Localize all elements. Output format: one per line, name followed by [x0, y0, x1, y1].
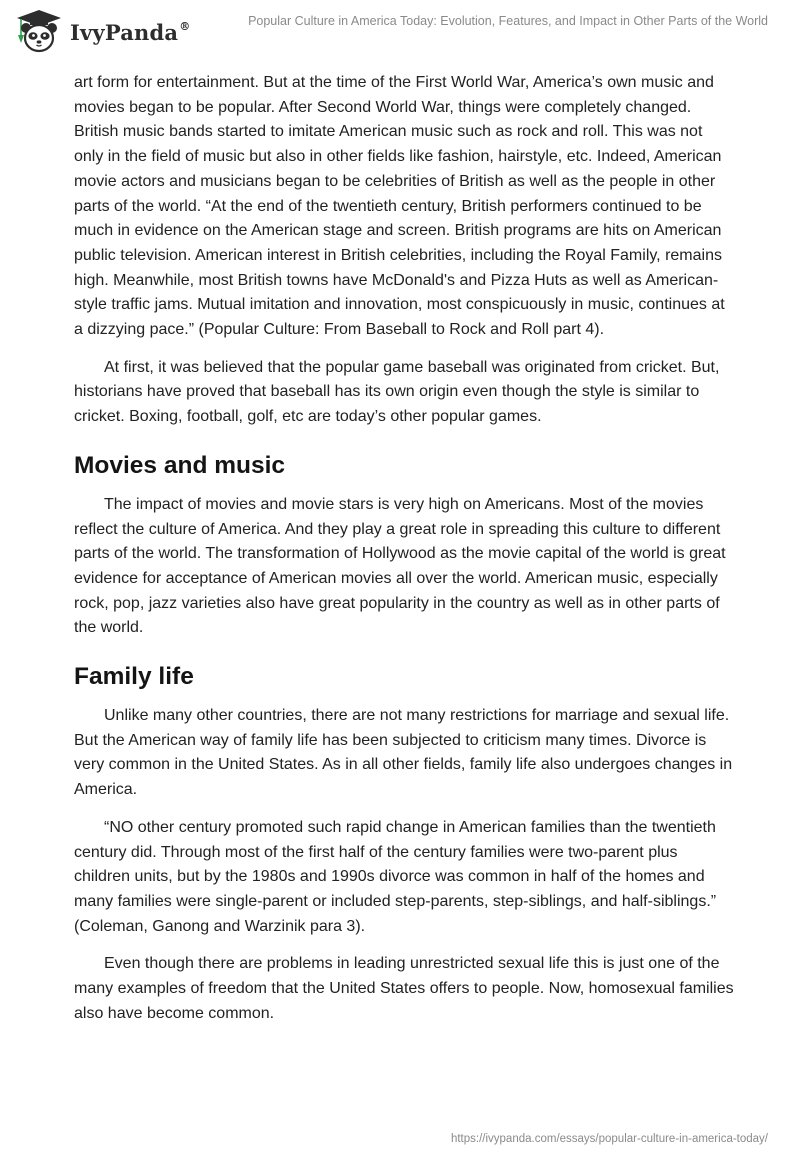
section-heading-family-life: Family life	[74, 663, 194, 691]
paragraph: At first, it was believed that the popular game baseball was originated from cricket. But, historians have proved that baseball has its own origin even though the style is similar to cricket. Boxing, football, golf, etc are today’s other popular games.	[74, 358, 720, 426]
section-heading-movies-and-music: Movies and music	[74, 451, 286, 479]
essay-body	[74, 71, 734, 1040]
paragraph: “NO other century promoted such rapid change in American families than the twentieth century did. Through most of the first half of the century families were two-parent plus children units, but by the 1980s and 1990s divorce was common in half of the homes and many families were single-parent or included step-parents, step-siblings, and half-siblings.” (Coleman, Ganong and Warzinik para 3).	[74, 818, 717, 935]
registered-mark: ®	[179, 19, 191, 33]
paragraph: Unlike many other countries, there are not many restrictions for marriage and sexual life. But the American way of family life has been subjected to criticism many times. Divorce is very common in the United States. As in all other fields, family life also undergoes changes in America.	[74, 707, 733, 799]
paragraph: art form for entertainment. But at the time of the First World War, America’s own music and movies began to be popular. After Second World War, things were completely changed. British music bands started to imitate American music such as rock and roll. This was not only in the field of music but also in other fields like fashion, hairstyle, etc. Indeed, American movie actors and musicians began to be celebrities of British as well as the people in other parts of the world. “At the end of the twentieth century, British performers continued to be much in evidence on the American stage and screen. British programs are hits on American public television. American interest in British celebrities, including the Royal Family, remains high. Meanwhile, most British towns have McDonald's and Pizza Huts as well as American-style traffic jams. Mutual imitation and innovation, most conspicuously in music, continues at a dizzying pace.” (Popular Culture: From Baseball to Rock and Roll part 4).	[74, 74, 725, 339]
essay-title: Popular Culture in America Today: Evolution, Features, and Impact in Other Parts of the World	[248, 14, 768, 28]
paragraph: Even though there are problems in leading unrestricted sexual life this is just one of the many examples of freedom that the United States offers to people. Now, homosexual families also have become common.	[74, 955, 734, 1022]
page-header	[0, 0, 800, 70]
ivypanda-logo[interactable]	[14, 9, 190, 53]
panda-graduate-icon	[14, 9, 64, 53]
paragraph: The impact of movies and movie stars is very high on Americans. Most of the movies reflect the culture of America. And they play a great role in spreading this culture to different parts of the world. The transformation of Hollywood as the movie capital of the world is great evidence for acceptance of American movies all over the world. American music, especially rock, pop, jazz varieties also have great popularity in the country as well as in other parts of the world.	[74, 495, 726, 637]
brand-name: IvyPanda®	[70, 19, 191, 45]
source-url[interactable]: https://ivypanda.com/essays/popular-culture-in-america-today/	[450, 1133, 768, 1145]
